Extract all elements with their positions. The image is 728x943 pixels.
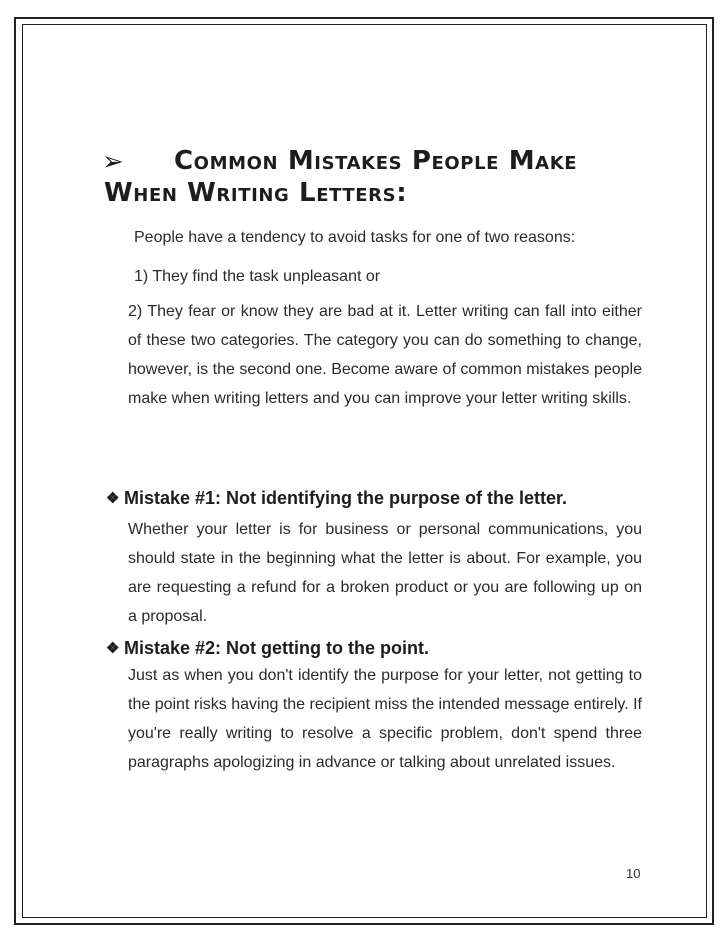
mistake-2-paragraph: Just as when you don't identify the purpose for your letter, not getting to the point risks having the recipient miss the intended message entirely. If you're really writing to resolve a specific problem, don't spend three paragraphs apologizing in advance or talking about unrelated issues. xyxy=(128,667,642,771)
section-heading-line1: Common Mistakes People Make xyxy=(174,146,578,176)
mistake-1-paragraph: Whether your letter is for business or personal communications, you should state in the beginning what the letter is about. For example, you are requesting a refund for a broken product or you are following up on a proposal. xyxy=(128,521,642,625)
mistake-2-heading xyxy=(106,636,429,661)
intro-reason-2-paragraph: 2) They fear or know they are bad at it. Letter writing can fall into either of these two categories. The category you can do something to change, however, is the second one. Become aware of common mistakes people make when writing letters and you can improve your letter writing skills. xyxy=(128,303,642,407)
arrow-bullet-icon: ➢ xyxy=(102,146,124,176)
diamond-bullet-icon: ❖ xyxy=(106,490,120,507)
intro-lead-text: People have a tendency to avoid tasks for one of two reasons: xyxy=(134,229,576,246)
mistake-1-title: Mistake #1: Not identifying the purpose of the letter. xyxy=(124,488,568,508)
mistake-1-heading xyxy=(106,486,567,511)
diamond-bullet-icon: ❖ xyxy=(106,640,120,657)
intro-reason-1: 1) They find the task unpleasant or xyxy=(134,268,381,285)
section-heading-line2: When Writing Letters: xyxy=(104,178,408,208)
mistake-2-title: Mistake #2: Not getting to the point. xyxy=(124,638,429,658)
page-number: 10 xyxy=(626,866,641,881)
